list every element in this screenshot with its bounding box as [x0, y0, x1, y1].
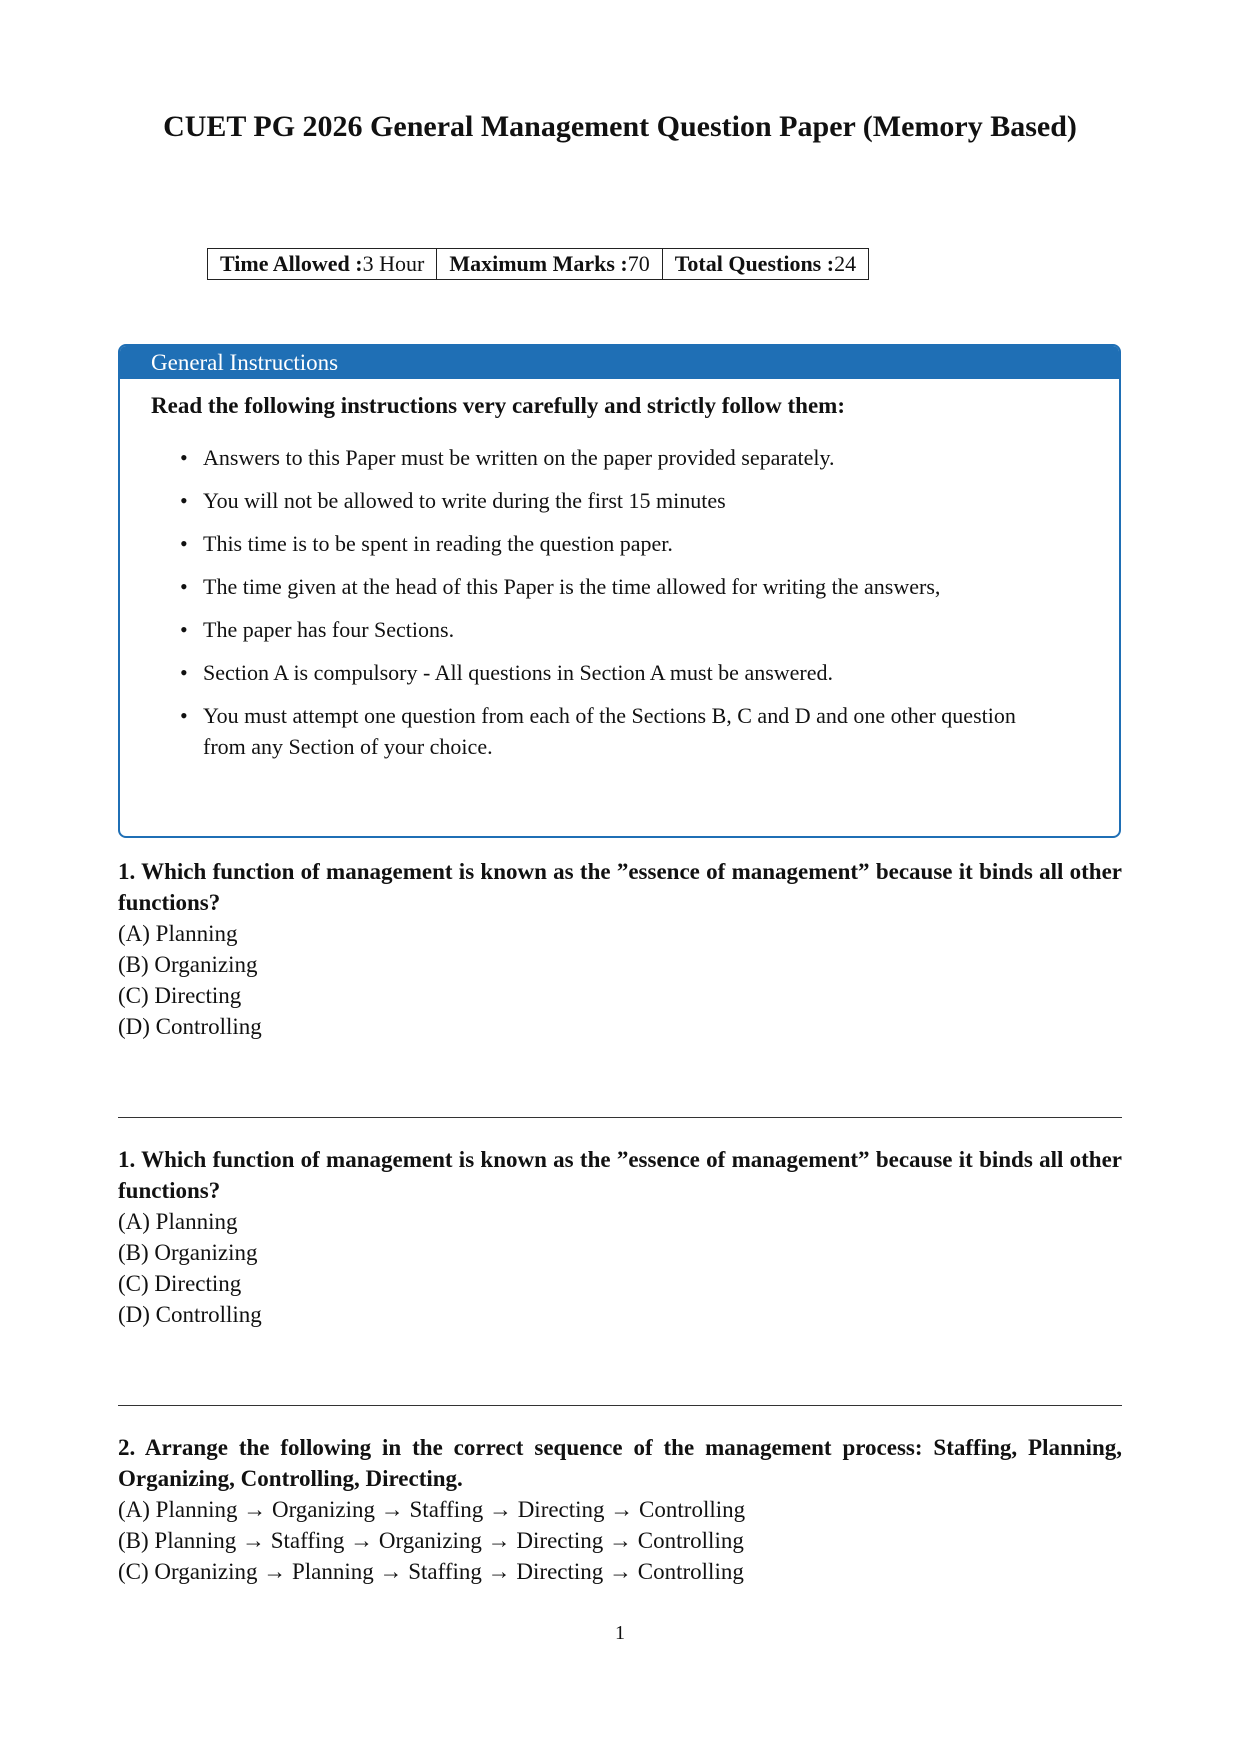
question-text: 1. Which function of management is known as the ”essence of management” because it binds all other functions? — [118, 859, 1122, 915]
answer-option: (B) Organizing — [118, 952, 258, 977]
answer-option: (B) Organizing — [118, 1240, 258, 1265]
instructions-list — [120, 442, 1119, 762]
max-marks-label: Maximum Marks : — [449, 251, 628, 276]
section-divider — [118, 1117, 1122, 1118]
instructions-lead: Read the following instructions very carefully and strictly follow them: — [151, 393, 845, 418]
answer-option: (A) Planning — [118, 1209, 238, 1234]
bullet-icon: • — [180, 617, 188, 642]
answer-option: (C) Directing — [118, 1271, 242, 1296]
instruction-text: The paper has four Sections. — [203, 617, 455, 642]
time-allowed-value: 3 Hour — [362, 251, 425, 276]
instruction-item — [120, 442, 1119, 473]
instructions-header: General Instructions — [120, 346, 1119, 379]
instruction-item — [120, 485, 1119, 516]
answer-option: (D) Controlling — [118, 1302, 262, 1327]
question-block — [118, 1144, 1122, 1330]
answer-option: (C) Directing — [118, 983, 242, 1008]
question-text: 2. Arrange the following in the correct sequence of the management process: Staffing, Planning, Organizing, Controlling, Directing. — [118, 1435, 1122, 1491]
section-divider — [118, 1405, 1122, 1406]
instruction-text: You will not be allowed to write during the first 15 minutes — [203, 488, 726, 513]
question-block — [118, 856, 1122, 1042]
instruction-text: The time given at the head of this Paper is the time allowed for writing the answers, — [203, 574, 941, 599]
max-marks-value: 70 — [627, 251, 650, 276]
bullet-icon: • — [180, 703, 188, 728]
instruction-item — [120, 614, 1119, 645]
bullet-icon: • — [180, 488, 188, 513]
question-block — [118, 1432, 1122, 1587]
instruction-item — [120, 700, 1119, 762]
instruction-item — [120, 571, 1119, 602]
instruction-item — [120, 528, 1119, 559]
total-questions-value: 24 — [834, 251, 857, 276]
time-allowed-cell — [208, 249, 437, 280]
question-text: 1. Which function of management is known as the ”essence of management” because it binds all other functions? — [118, 1147, 1122, 1203]
answer-option: (A) Planning — [118, 921, 238, 946]
exam-meta-table — [207, 248, 869, 280]
instruction-text: Answers to this Paper must be written on the paper provided separately. — [203, 445, 835, 470]
instruction-text: You must attempt one question from each of the Sections B, C and D and one other question from any Section of your choice. — [203, 703, 1016, 759]
answer-option: (B) Planning → Staffing → Organizing → Directing → Controlling — [118, 1528, 744, 1553]
total-questions-label: Total Questions : — [674, 251, 835, 276]
instructions-box — [118, 344, 1121, 838]
time-allowed-label: Time Allowed : — [220, 251, 363, 276]
instruction-text: Section A is compulsory - All questions in Section A must be answered. — [203, 660, 834, 685]
answer-option: (C) Organizing → Planning → Staffing → Directing → Controlling — [118, 1559, 744, 1584]
max-marks-cell — [437, 249, 662, 280]
page-number: 1 — [615, 1622, 625, 1644]
page-title: CUET PG 2026 General Management Question Paper (Memory Based) — [163, 110, 1077, 143]
answer-option: (D) Controlling — [118, 1014, 262, 1039]
answer-option: (A) Planning → Organizing → Staffing → Directing → Controlling — [118, 1497, 746, 1522]
bullet-icon: • — [180, 531, 188, 556]
instruction-text: This time is to be spent in reading the question paper. — [203, 531, 673, 556]
instruction-item — [120, 657, 1119, 688]
bullet-icon: • — [180, 660, 188, 685]
total-questions-cell — [662, 249, 868, 280]
bullet-icon: • — [180, 445, 188, 470]
bullet-icon: • — [180, 574, 188, 599]
